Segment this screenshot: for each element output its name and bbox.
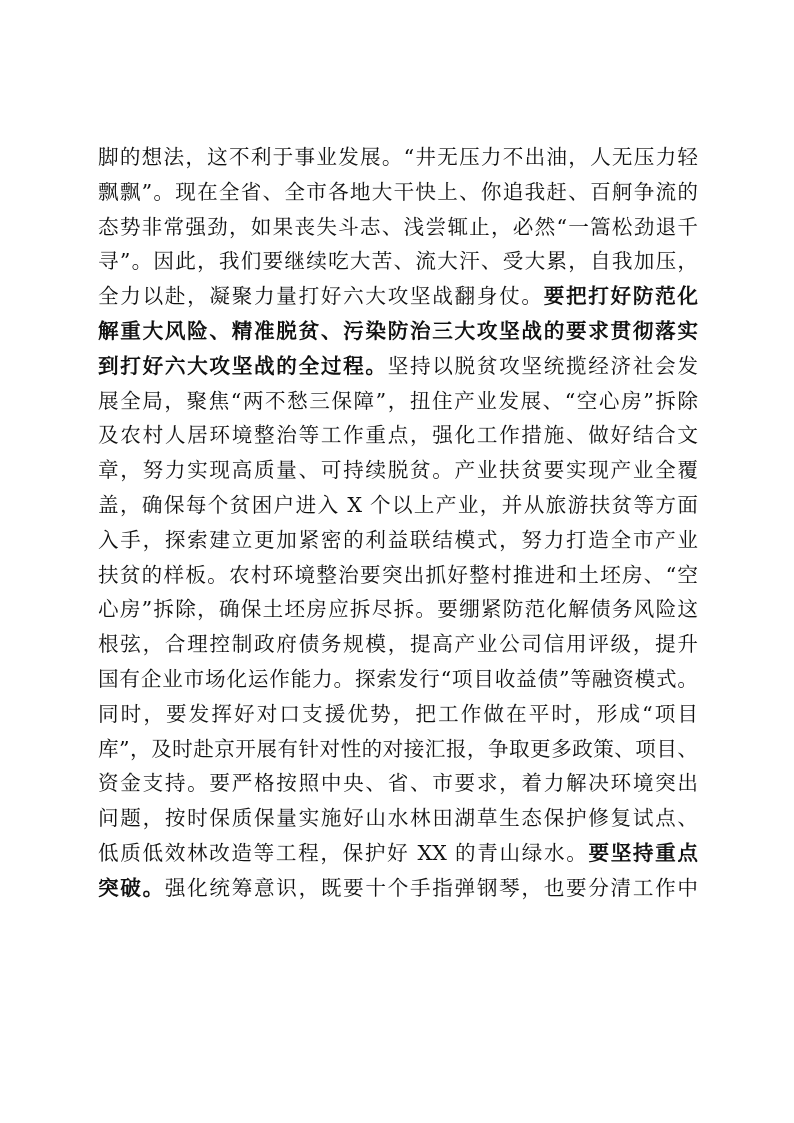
body-text-segment: 坚持以脱贫攻坚统揽经济社会发 xyxy=(387,353,698,378)
body-text-segment: 低质低效林改造等工程，保护好 XX 的青山绿水。 xyxy=(98,840,589,865)
emphasis-text: 解重大风险、精准脱贫、污染防治三大攻坚战的要求贯彻落实 xyxy=(98,318,698,343)
body-text-segment: 资金支持。要严格按照中央、省、市要求，着力解决环境突出 xyxy=(98,771,698,796)
body-text-segment: 章，努力实现高质量、可持续脱贫。产业扶贫要实现产业全覆 xyxy=(98,458,698,483)
text-line xyxy=(98,697,698,732)
text-line xyxy=(98,523,698,558)
emphasis-text: 突破。 xyxy=(98,875,165,900)
text-line xyxy=(98,175,698,210)
body-text-segment: 国有企业市场化运作能力。探索发行“项目收益债”等融资模式。 xyxy=(98,666,698,691)
body-text-segment: 态势非常强劲，如果丧失斗志、浅尝辄止，必然“一篙松劲退千 xyxy=(98,214,698,239)
text-line xyxy=(98,384,698,419)
text-line xyxy=(98,836,698,871)
text-line xyxy=(98,662,698,697)
text-line xyxy=(98,558,698,593)
body-text-segment: 飘飘”。现在全省、全市各地大干快上、你追我赶、百舸争流的 xyxy=(98,179,698,204)
emphasis-text: 要把打好防范化 xyxy=(543,284,698,309)
text-line xyxy=(98,244,698,279)
body-text-segment: 根弦，合理控制政府债务规模，提高产业公司信用评级，提升 xyxy=(98,632,698,657)
text-line xyxy=(98,592,698,627)
body-text-segment: 问题，按时保质保量实施好山水林田湖草生态保护修复试点、 xyxy=(98,806,698,831)
text-line xyxy=(98,453,698,488)
text-line xyxy=(98,349,698,384)
text-line xyxy=(98,210,698,245)
body-text-segment: 寻”。因此，我们要继续吃大苦、流大汗、受大累，自我加压， xyxy=(98,249,698,274)
body-text-segment: 扶贫的样板。农村环境整治要突出抓好整村推进和土坯房、“空 xyxy=(98,562,698,587)
body-text xyxy=(98,140,698,906)
body-text-segment: 脚的想法，这不利于事业发展。“井无压力不出油，人无压力轻 xyxy=(98,145,698,169)
body-text-segment: 及农村人居环境整治等工作重点，强化工作措施、做好结合文 xyxy=(98,423,698,448)
text-line xyxy=(98,871,698,906)
text-line xyxy=(98,766,698,801)
text-line xyxy=(98,314,698,349)
body-text-segment: 展全局，聚焦“两不愁三保障”，扭住产业发展、“空心房”拆除 xyxy=(98,388,698,413)
text-line xyxy=(98,801,698,836)
text-line xyxy=(98,279,698,314)
emphasis-text: 要坚持重点 xyxy=(588,840,698,865)
emphasis-text: 到打好六大攻坚战的全过程。 xyxy=(98,353,388,378)
text-line xyxy=(98,140,698,175)
body-text-segment: 全力以赴，凝聚力量打好六大攻坚战翻身仗。 xyxy=(98,284,544,309)
body-text-segment: 强化统筹意识，既要十个手指弹钢琴，也要分清工作中 xyxy=(164,875,698,900)
text-line xyxy=(98,488,698,523)
text-line xyxy=(98,418,698,453)
text-line xyxy=(98,732,698,767)
text-line xyxy=(98,627,698,662)
body-text-segment: 同时，要发挥好对口支援优势，把工作做在平时，形成“项目 xyxy=(98,701,698,726)
body-text-segment: 库”，及时赴京开展有针对性的对接汇报，争取更多政策、项目、 xyxy=(98,736,698,761)
body-text-segment: 心房”拆除，确保土坯房应拆尽拆。要绷紧防范化解债务风险这 xyxy=(98,597,698,622)
body-text-segment: 入手，探索建立更加紧密的利益联结模式，努力打造全市产业 xyxy=(98,527,698,552)
body-text-segment: 盖，确保每个贫困户进入 X 个以上产业，并从旅游扶贫等方面 xyxy=(98,492,698,517)
